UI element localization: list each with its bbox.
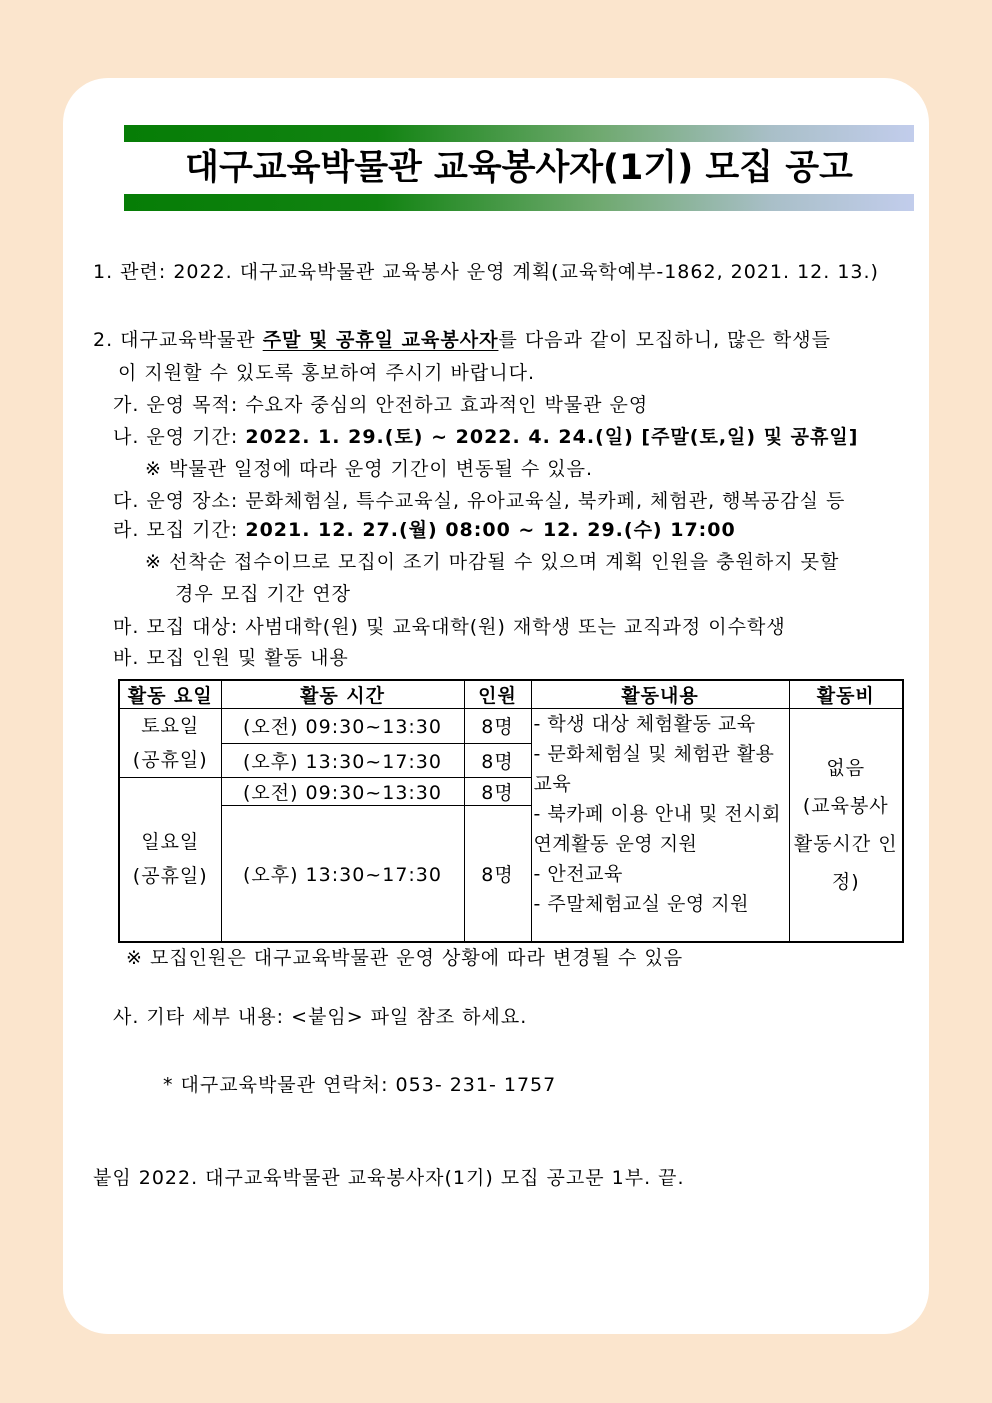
holiday-label: (공휴일) bbox=[132, 749, 208, 771]
activity-item: - 안전교육 bbox=[533, 863, 623, 885]
day-cell-sunday bbox=[119, 778, 221, 942]
count-cell: 8명 bbox=[464, 806, 531, 942]
activity-item: - 주말체험교실 운영 지원 bbox=[533, 893, 750, 915]
header-activity-day: 활동 요일 bbox=[119, 680, 221, 709]
operation-period-line bbox=[113, 427, 858, 448]
header-activity-fee: 활동비 bbox=[789, 680, 903, 709]
header-activity-time: 활동 시간 bbox=[221, 680, 464, 709]
intro-prefix: 2. 대구교육박물관 bbox=[93, 329, 263, 351]
time-cell: (오전) 09:30~13:30 bbox=[221, 778, 464, 806]
operation-period-note: ※ 박물관 일정에 따라 운영 기간이 변동될 수 있음. bbox=[145, 458, 594, 480]
count-cell: 8명 bbox=[464, 709, 531, 744]
fee-note: (교육봉사 활동시간 인정) bbox=[793, 794, 898, 893]
recruit-period-note-line1: ※ 선착순 접수이므로 모집이 조기 마감될 수 있으며 계획 인원을 충원하지 못할 bbox=[145, 551, 840, 573]
time-cell: (오후) 13:30~17:30 bbox=[221, 743, 464, 778]
attachment-line: 붙임 2022. 대구교육박물관 교육봉사자(1기) 모집 공고문 1부. 끝. bbox=[93, 1167, 685, 1189]
gradient-bar-bottom bbox=[124, 194, 914, 211]
operation-period-label: 나. 운영 기간: bbox=[113, 426, 246, 448]
count-cell: 8명 bbox=[464, 778, 531, 806]
intro-suffix: 를 다음과 같이 모집하니, 많은 학생들 bbox=[498, 329, 831, 351]
header-activity-content: 활동내용 bbox=[531, 680, 789, 709]
contact-line: * 대구교육박물관 연락처: 053- 231- 1757 bbox=[163, 1074, 557, 1096]
fee-cell bbox=[789, 709, 903, 942]
time-cell: (오전) 09:30~13:30 bbox=[221, 709, 464, 744]
activities-cell bbox=[531, 709, 789, 942]
day-label: 토요일 bbox=[141, 715, 200, 737]
recruit-intro-line1 bbox=[93, 330, 831, 351]
header-banner bbox=[124, 125, 914, 211]
fee-value: 없음 bbox=[826, 756, 866, 779]
recruitment-table bbox=[118, 679, 904, 943]
activity-item: - 학생 대상 체험활동 교육 bbox=[533, 713, 756, 735]
time-cell: (오후) 13:30~17:30 bbox=[221, 806, 464, 942]
day-cell-saturday bbox=[119, 709, 221, 778]
operation-period-value: 2022. 1. 29.(토) ~ 2022. 4. 24.(일) [주말(토,일) 및 공휴일] bbox=[245, 426, 859, 448]
count-cell: 8명 bbox=[464, 743, 531, 778]
related-plan-line bbox=[93, 262, 879, 283]
recruit-period-value: 2021. 12. 27.(월) 08:00 ~ 12. 29.(수) 17:00 bbox=[245, 519, 736, 541]
recruit-period-label: 라. 모집 기간: bbox=[113, 519, 246, 541]
holiday-label: (공휴일) bbox=[132, 865, 208, 888]
recruit-intro-line2: 이 지원할 수 있도록 홍보하여 주시기 바랍니다. bbox=[118, 362, 536, 384]
recruit-count-heading: 바. 모집 인원 및 활동 내용 bbox=[113, 647, 349, 669]
header-headcount: 인원 bbox=[464, 680, 531, 709]
recruit-period-line bbox=[113, 520, 736, 541]
day-label: 일요일 bbox=[141, 831, 200, 854]
related-plan-text: 1. 관련: 2022. 대구교육박물관 교육봉사 운영 계획(교육학예부-1862, 2021. 12. 13.) bbox=[93, 261, 879, 283]
intro-emphasis: 주말 및 공휴일 교육봉사자 bbox=[262, 329, 499, 351]
table-row bbox=[119, 709, 903, 744]
detail-reference-line: 사. 기타 세부 내용: <붙임> 파일 참조 하세요. bbox=[113, 1006, 528, 1028]
gradient-bar-top bbox=[124, 125, 914, 142]
headcount-change-note: ※ 모집인원은 대구교육박물관 운영 상황에 따라 변경될 수 있음 bbox=[126, 947, 684, 969]
recruit-target-line: 마. 모집 대상: 사범대학(원) 및 교육대학(원) 재학생 또는 교직과정 이수학생 bbox=[113, 616, 786, 638]
table-header-row bbox=[119, 680, 903, 709]
activity-item: - 북카페 이용 안내 및 전시회 연계활동 운영 지원 bbox=[533, 803, 781, 855]
operation-place-line: 다. 운영 장소: 문화체험실, 특수교육실, 유아교육실, 북카페, 체험관, 행복공감실 등 bbox=[113, 490, 846, 512]
document-card bbox=[63, 78, 929, 1334]
purpose-line: 가. 운영 목적: 수요자 중심의 안전하고 효과적인 박물관 운영 bbox=[113, 394, 649, 416]
recruit-period-note-line2: 경우 모집 기간 연장 bbox=[175, 583, 351, 605]
page-title: 대구교육박물관 교육봉사자(1기) 모집 공고 bbox=[185, 148, 853, 188]
activity-item: - 문화체험실 및 체험관 활용 교육 bbox=[533, 743, 775, 795]
